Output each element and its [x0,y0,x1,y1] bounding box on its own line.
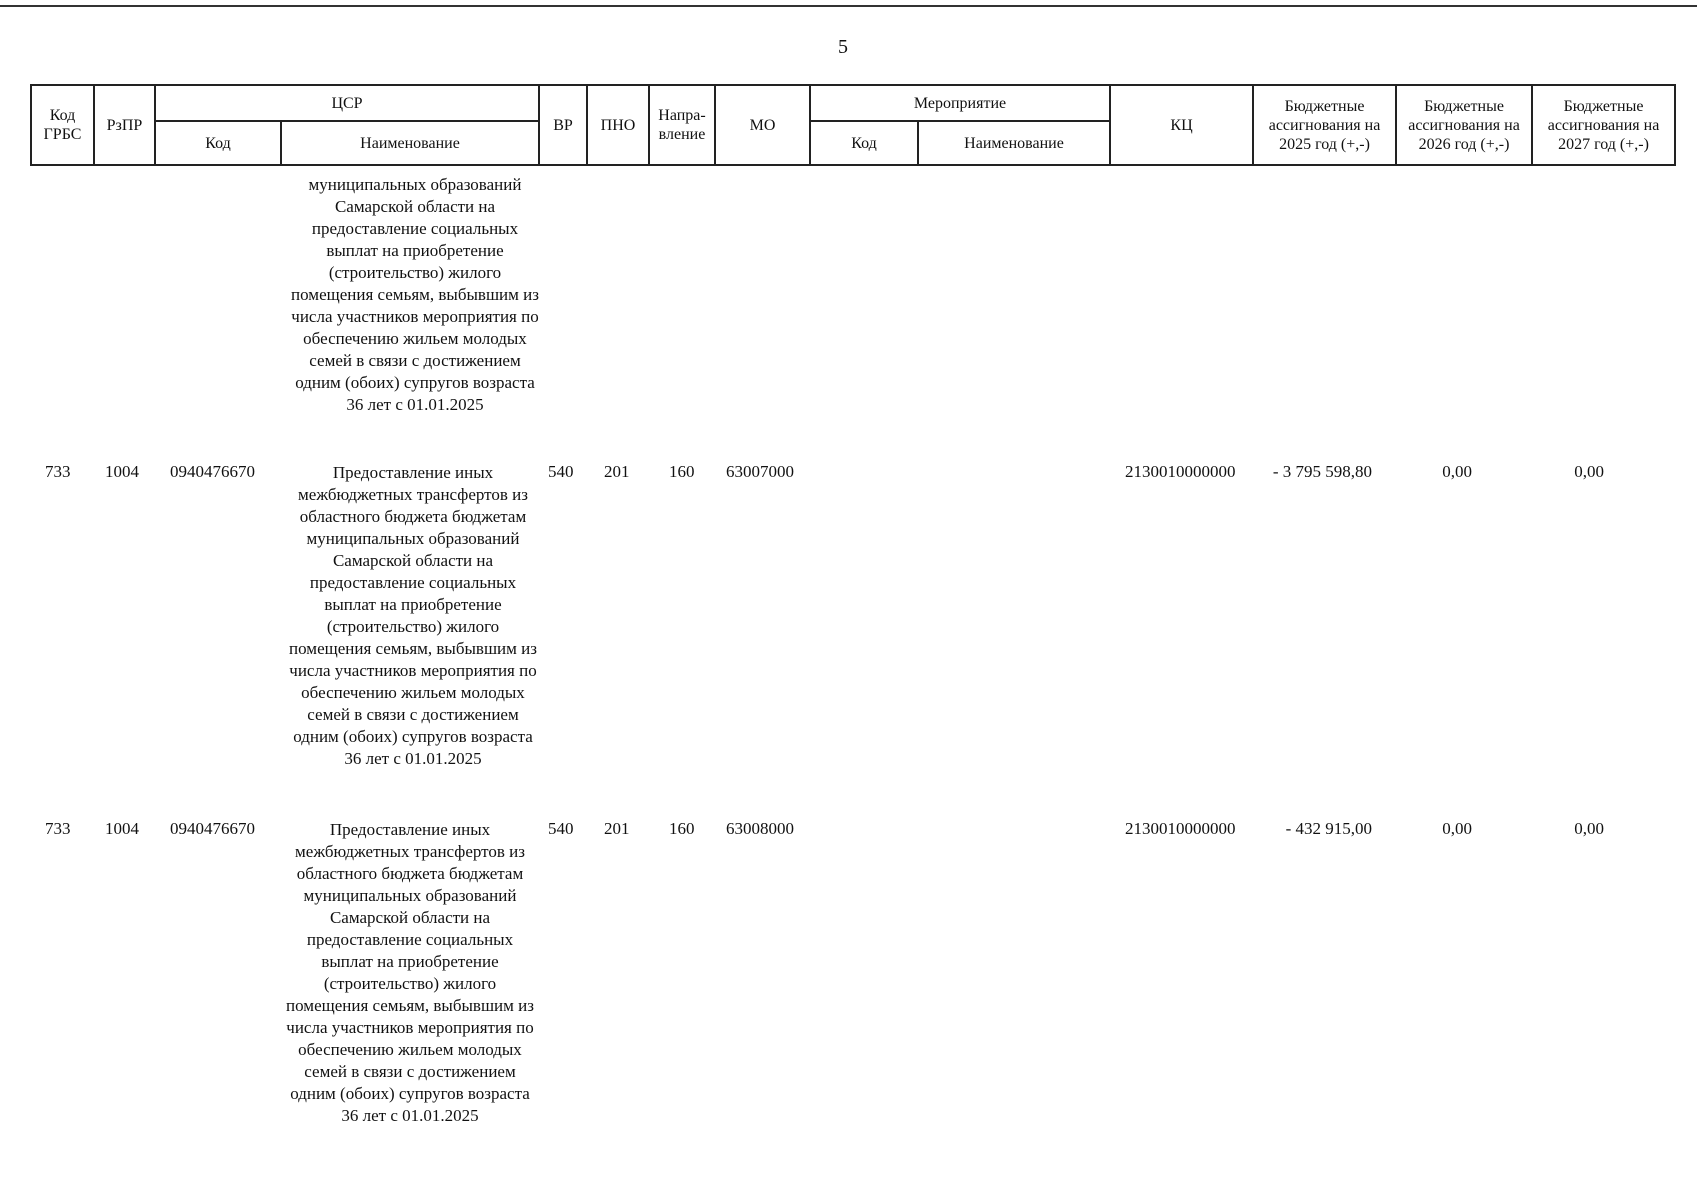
header-vr: ВР [539,85,587,165]
header-csr-name: Наименование [281,121,539,165]
header-mo: МО [715,85,810,165]
row-rzpr: 1004 [105,462,139,481]
row-grbs: 733 [45,462,71,481]
header-event-kod: Код [810,121,918,165]
row-b2025: - 432 915,00 [1285,819,1372,838]
header-csr-kod: Код [155,121,281,165]
row-rzpr: 1004 [105,819,139,838]
row-direction: 160 [669,819,695,838]
row-vr: 540 [548,819,574,838]
header-csr: ЦСР [155,85,539,121]
row-b2026: 0,00 [1442,462,1472,481]
row-b2026: 0,00 [1442,819,1472,838]
row-kc: 2130010000000 [1125,819,1236,838]
header-b2025: Бюджетные ассигнования на 2025 год (+,-) [1253,85,1396,165]
header-event: Мероприятие [810,85,1110,121]
row-name: Предоставление иных межбюджетных трансфертов из областного бюджета бюджетам муниципальных образований Самарской области на предоставление социальных выплат на приобретение (строительство) жилого помещения семьям, выбывшим из числа участников мероприятия по обеспечению жильем молодых семей в связи с достижением одним (обоих) супругов возраста 36 лет с 01.01.2025 [289,463,537,768]
row-mo: 63007000 [726,462,794,481]
row-name: Предоставление иных межбюджетных трансфертов из областного бюджета бюджетам муниципальных образований Самарской области на предоставление социальных выплат на приобретение (строительство) жилого помещения семьям, выбывшим из числа участников мероприятия по обеспечению жильем молодых семей в связи с достижением одним (обоих) супругов возраста 36 лет с 01.01.2025 [286,820,534,1125]
row-direction: 160 [669,462,695,481]
header-rzpr: РзПР [94,85,155,165]
row-mo: 63008000 [726,819,794,838]
row-vr: 540 [548,462,574,481]
row-kc: 2130010000000 [1125,462,1236,481]
row-code: 0940476670 [170,462,255,481]
row-pno: 201 [604,819,630,838]
header-b2026: Бюджетные ассигнования на 2026 год (+,-) [1396,85,1532,165]
row-code: 0940476670 [170,819,255,838]
table-row [30,174,1674,434]
row-pno: 201 [604,462,630,481]
row-grbs: 733 [45,819,71,838]
table-row [30,462,1674,792]
page-number: 5 [838,36,848,58]
header-pno: ПНО [587,85,649,165]
header-kod-grbs: Код ГРБС [31,85,94,165]
table-row [30,819,1674,1149]
table-header [30,84,1676,166]
row-b2025: - 3 795 598,80 [1272,462,1372,481]
header-event-name: Наименование [918,121,1110,165]
row-b2027: 0,00 [1574,819,1604,838]
header-direction: Напра-вление [649,85,715,165]
top-rule [0,5,1697,7]
header-b2027: Бюджетные ассигнования на 2027 год (+,-) [1532,85,1675,165]
row-b2027: 0,00 [1574,462,1604,481]
row-name: муниципальных образований Самарской области на предоставление социальных выплат на приобретение (строительство) жилого помещения семьям, выбывшим из числа участников мероприятия по обеспечению жильем молодых семей в связи с достижением одним (обоих) супругов возраста 36 лет с 01.01.2025 [291,175,539,414]
header-kc: КЦ [1110,85,1253,165]
